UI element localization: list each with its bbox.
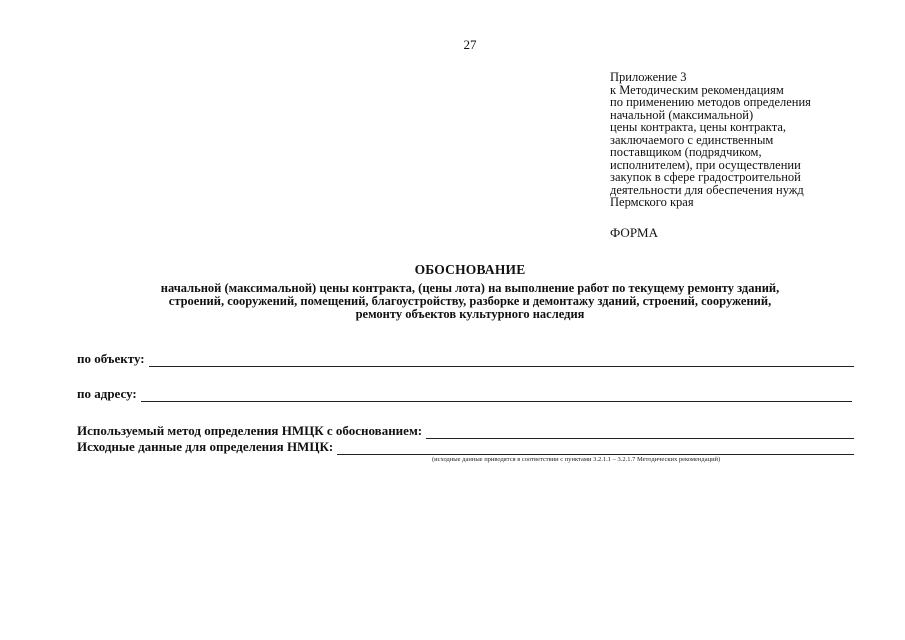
source-field-label: Исходные данные для определения НМЦК:: [77, 439, 334, 454]
appendix-line: деятельности для обеспечения нужд: [610, 182, 804, 197]
object-field-line[interactable]: [149, 354, 854, 367]
method-field-label: Используемый метод определения НМЦК с обоснованием:: [77, 423, 423, 438]
address-field-line[interactable]: [141, 389, 852, 402]
appendix-line: по применению методов определения: [610, 95, 811, 109]
appendix-line: исполнителем), при осуществлении: [610, 157, 801, 172]
appendix-block: [610, 71, 880, 209]
page-number: 27: [463, 37, 477, 52]
subtitle-line: ремонту объектов культурного наследия: [355, 307, 585, 321]
source-field-row: [77, 439, 854, 455]
appendix-line: начальной (максимальной): [610, 107, 754, 122]
appendix-line: Приложение 3: [610, 70, 687, 84]
source-field-note: (исходные данные приводятся в соответствии с пунктами 3.2.1.1 – 3.2.1.7 Методических рекомендаций): [432, 456, 721, 463]
appendix-line: цены контракта, цены контракта,: [610, 120, 787, 134]
appendix-line: поставщиком (подрядчиком,: [610, 145, 762, 159]
object-field-row: [77, 351, 854, 367]
address-field-label: по адресу:: [77, 386, 137, 401]
method-field-line[interactable]: [426, 426, 854, 439]
appendix-line: Пермского края: [610, 195, 694, 209]
address-field-row: [77, 386, 852, 402]
document-title: ОБОСНОВАНИЕ: [414, 262, 526, 277]
appendix-line: закупок в сфере градостроительной: [610, 170, 801, 184]
method-field-row: [77, 423, 854, 439]
subtitle-line: строений, сооружений, помещений, благоустройству, разборке и демонтажу зданий, строений, сооружений,: [168, 294, 772, 308]
form-label: ФОРМА: [610, 225, 658, 240]
source-field-line[interactable]: [337, 442, 854, 455]
object-field-label: по объекту:: [77, 351, 145, 366]
appendix-line: к Методическим рекомендациям: [610, 82, 784, 97]
document-subtitle: [70, 282, 870, 321]
subtitle-line: начальной (максимальной) цены контракта, (цены лота) на выполнение работ по текущему ремонту зданий,: [160, 281, 780, 295]
appendix-line: заключаемого с единственным: [610, 132, 774, 147]
